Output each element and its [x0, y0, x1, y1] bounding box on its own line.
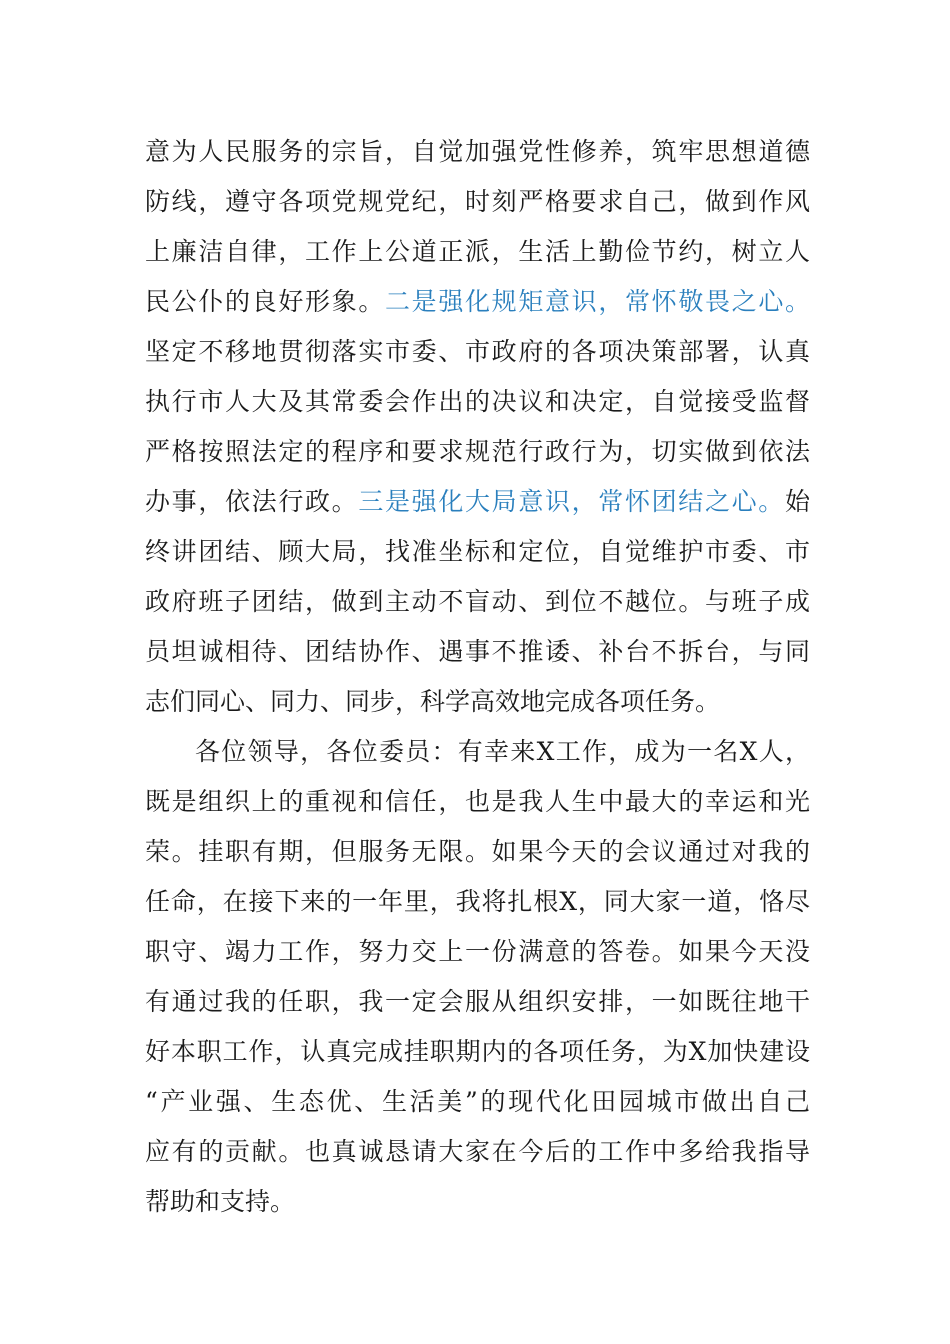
text-segment: 始	[784, 487, 810, 516]
text-line: 防线，遵守各项党规党纪，时刻严格要求自己，做到作风	[145, 187, 810, 216]
text-segment: 民公仆的良好形象。	[145, 287, 385, 316]
text-line: 任命，在接下来的一年里，我将扎根X，同大家一道，恪尽	[145, 887, 810, 916]
text-line	[145, 277, 810, 327]
document-body	[145, 127, 810, 1227]
text-line: 既是组织上的重视和信任，也是我人生中最大的幸运和光	[145, 787, 810, 816]
text-line: 荣。挂职有期，但服务无限。如果今天的会议通过对我的	[145, 837, 810, 866]
text-line: 职守、竭力工作，努力交上一份满意的答卷。如果今天没	[145, 937, 810, 966]
text-line: 上廉洁自律，工作上公道正派，生活上勤俭节约，树立人	[145, 237, 810, 266]
text-line: 志们同心、同力、同步，科学高效地完成各项任务。	[145, 687, 721, 716]
text-line: 帮助和支持。	[145, 1187, 296, 1216]
text-line: 执行市人大及其常委会作出的决议和决定，自觉接受监督	[145, 387, 810, 416]
text-line: 各位领导，各位委员：有幸来X工作，成为一名X人，	[195, 737, 810, 766]
text-segment: 办事，依法行政。	[145, 487, 359, 516]
text-line: 严格按照法定的程序和要求规范行政行为，切实做到依法	[145, 437, 810, 466]
text-line: 意为人民服务的宗旨，自觉加强党性修养，筑牢思想道德	[145, 137, 810, 166]
text-line: 终讲团结、顾大局，找准坐标和定位，自觉维护市委、市	[145, 537, 810, 566]
text-line: “产业强、生态优、生活美”的现代化田园城市做出自己	[145, 1087, 810, 1116]
text-line: 有通过我的任职，我一定会服从组织安排，一如既往地干	[145, 987, 810, 1016]
text-line: 员坦诚相待、团结协作、遇事不推诿、补台不拆台，与同	[145, 637, 810, 666]
text-line: 坚定不移地贯彻落实市委、市政府的各项决策部署，认真	[145, 337, 810, 366]
text-line	[145, 477, 810, 527]
highlighted-heading-2: 二是强化规矩意识，常怀敬畏之心。	[385, 287, 810, 316]
highlighted-heading-3: 三是强化大局意识，常怀团结之心。	[358, 487, 785, 516]
text-line: 政府班子团结，做到主动不盲动、到位不越位。与班子成	[145, 587, 810, 616]
text-line: 应有的贡献。也真诚恳请大家在今后的工作中多给我指导	[145, 1137, 810, 1166]
text-line: 好本职工作，认真完成挂职期内的各项任务，为X加快建设	[145, 1037, 810, 1066]
paragraph-2	[145, 727, 810, 1227]
paragraph-1	[145, 127, 810, 727]
